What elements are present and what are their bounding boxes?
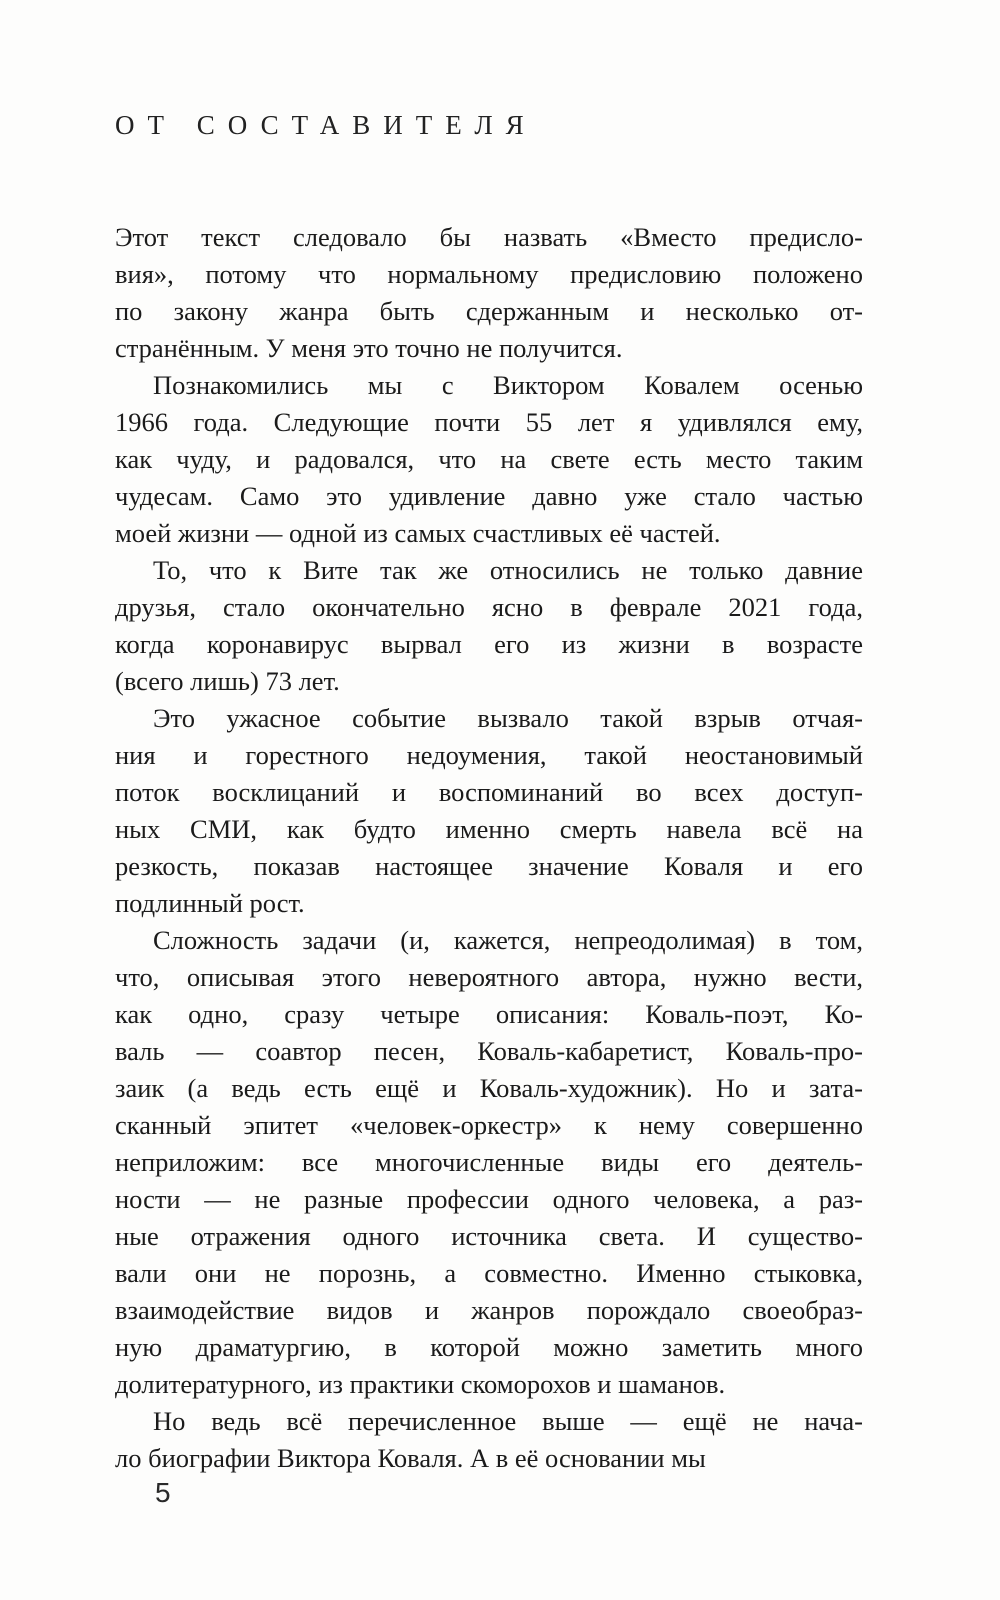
- text-line: Но ведь всё перечисленное выше — ещё не нача-: [153, 1406, 863, 1436]
- text-line: друзья, стало окончательно ясно в феврале 2021 года,: [115, 592, 863, 622]
- paragraph: [115, 1403, 863, 1477]
- page-heading: ОТ СОСТАВИТЕЛЯ: [115, 110, 537, 140]
- text-line: Этот текст следовало бы назвать «Вместо предисло-: [115, 222, 863, 252]
- text-line: То, что к Вите так же относились не только давние: [153, 555, 863, 585]
- text-line: поток восклицаний и воспоминаний во всех доступ-: [115, 777, 863, 807]
- text-line: как одно, сразу четыре описания: Коваль-поэт, Ко-: [115, 999, 863, 1029]
- text-line: ло биографии Виктора Коваля. А в её основании мы: [115, 1443, 706, 1473]
- text-line: долитературного, из практики скоморохов и шаманов.: [115, 1369, 726, 1399]
- page-number: 5: [155, 1477, 171, 1508]
- paragraph: [115, 922, 863, 1403]
- text-line: ные отражения одного источника света. И существо-: [115, 1221, 863, 1251]
- text-line: взаимодействие видов и жанров порождало своеобраз-: [115, 1295, 863, 1325]
- text-block: [115, 219, 863, 1477]
- text-line: когда коронавирус вырвал его из жизни в возрасте: [115, 629, 863, 659]
- text-line: ную драматургию, в которой можно заметить много: [115, 1332, 863, 1362]
- text-line: валь — соавтор песен, Коваль-кабаретист, Коваль-про-: [115, 1036, 863, 1066]
- text-line: Познакомились мы с Виктором Ковалем осенью: [153, 370, 863, 400]
- paragraph: [115, 552, 863, 700]
- text-line: как чуду, и радовался, что на свете есть место таким: [115, 444, 863, 474]
- text-line: ния и горестного недоумения, такой неостановимый: [115, 740, 863, 770]
- text-line: вали они не порознь, а совместно. Именно стыковка,: [115, 1258, 863, 1288]
- paragraph: [115, 367, 863, 552]
- text-line: вия», потому что нормальному предисловию положено: [115, 259, 863, 289]
- text-line: заик (а ведь есть ещё и Коваль-художник). Но и зата-: [115, 1073, 863, 1103]
- text-line: что, описывая этого невероятного автора, нужно вести,: [115, 962, 863, 992]
- text-line: ных СМИ, как будто именно смерть навела всё на: [115, 814, 863, 844]
- paragraph: [115, 219, 863, 367]
- text-line: подлинный рост.: [115, 888, 305, 918]
- text-line: сканный эпитет «человек-оркестр» к нему совершенно: [115, 1110, 863, 1140]
- text-line: Это ужасное событие вызвало такой взрыв отчая-: [153, 703, 863, 733]
- text-line: резкость, показав настоящее значение Коваля и его: [115, 851, 863, 881]
- text-line: моей жизни — одной из самых счастливых её частей.: [115, 518, 721, 548]
- text-line: по закону жанра быть сдержанным и несколько от-: [115, 296, 863, 326]
- text-line: Сложность задачи (и, кажется, непреодолимая) в том,: [153, 925, 863, 955]
- text-line: чудесам. Само это удивление давно уже стало частью: [115, 481, 863, 511]
- text-line: странённым. У меня это точно не получится.: [115, 333, 623, 363]
- text-line: ности — не разные профессии одного человека, а раз-: [115, 1184, 863, 1214]
- paragraph: [115, 700, 863, 922]
- text-line: неприложим: все многочисленные виды его деятель-: [115, 1147, 863, 1177]
- text-line: (всего лишь) 73 лет.: [115, 666, 340, 696]
- text-line: 1966 года. Следующие почти 55 лет я удивлялся ему,: [115, 407, 863, 437]
